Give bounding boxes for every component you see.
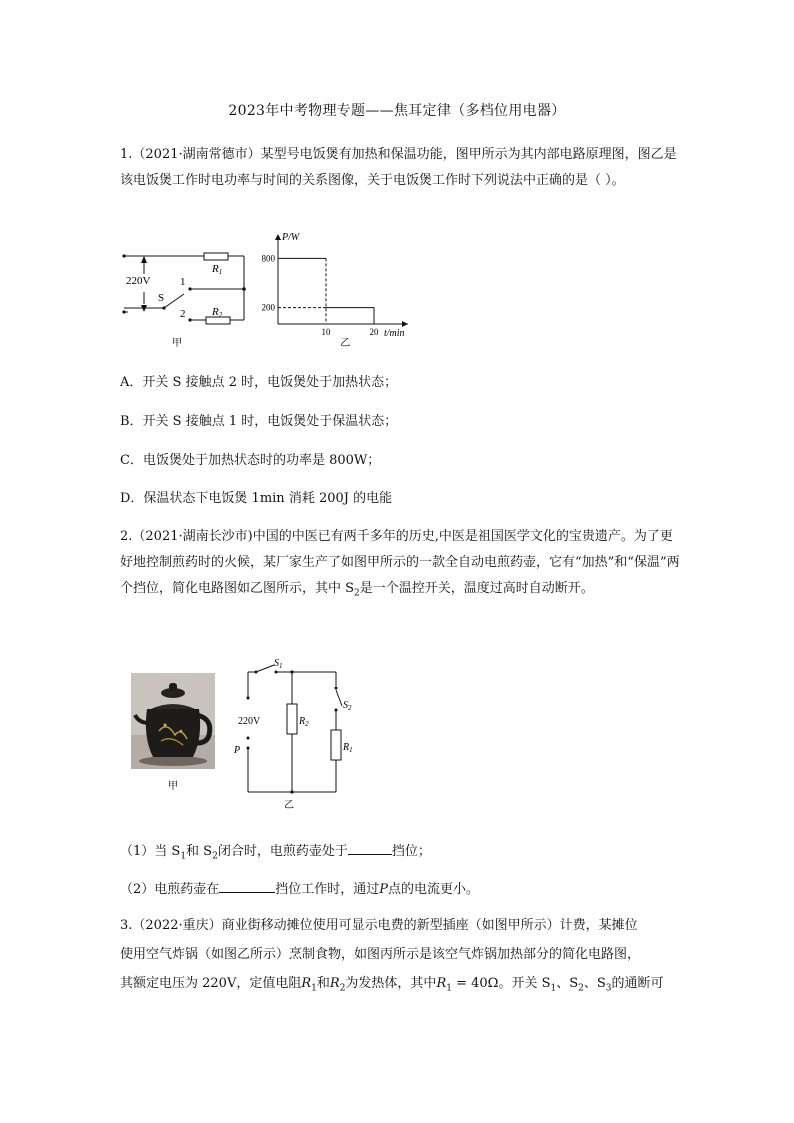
x-tick-label: 10 [321,327,331,337]
q2-s2-label: $S_2$ [343,700,352,712]
q2-circuit-diagram [228,652,368,812]
series-keeping-warm-line [326,308,374,324]
q1-r1-label: R1 [212,263,223,276]
page-title: 2023年中考物理专题——焦耳定律（多档位用电器） [228,103,566,119]
q1-option-a: A．开关 S 接触点 2 时，电饭煲处于加热状态； [120,375,398,390]
q1-r2-label: R2 [212,306,223,319]
q3-line-1: 3.（2022·重庆）商业街移动摊位使用可显示电费的新型插座（如图甲所示）计费，某摊位 [120,918,638,933]
q2-r2-resistor [287,704,297,734]
q1-option-d: D．保温状态下电饭煲 1min 消耗 200J 的电能 [120,491,393,506]
q1-circuit-diagram [118,238,258,350]
q1-contact2-label: 2 [180,308,186,320]
q2-stem: 2.（2021·湖南长沙市)中国的中医已有两千多年的历史,中医是祖国医学文化的宝贵遗产。为了更好地控制煎药时的火候，某厂家生产了如图甲所示的一款全自动电煎药壶，它有“加热”和“保温”两个挡位，简化电路图如乙图所示，其中 $S_2$是一个温控开关，温度过高时自动断开。 [120,529,680,599]
q2-photo-caption: 甲 [168,781,178,792]
q2-s2-blade [336,690,342,706]
q3-line-3: 其额定电压为 220V，定值电阻$R_1$和$R_2$为发热体，其中$R_1 = 40\Omega$。开关 $S_1$、$S_2$、$S_3$的通断可 [120,976,664,994]
q1-option-b: B．开关 S 接触点 1 时，电饭煲处于保温状态； [120,414,398,429]
y-tick-label: 200 [261,302,275,313]
chart-caption: 乙 [340,338,351,349]
y-axis-arrow [275,234,281,240]
q1-switch-blade [164,294,184,308]
q1-stem: 1.（2021·湖南常德市）某型号电饭煲有加热和保温功能，图甲所示为其内部电路原理图，图乙是该电饭煲工作时电功率与时间的关系图像，关于电饭煲工作时下列说法中正确的是（ ）。 [120,147,677,188]
q2-r2-label: $R_2$ [299,716,309,728]
y-tick-label: 800 [261,253,275,264]
y-axis-label: P/W [282,232,300,243]
q1-option-c: C．电饭煲处于加热状态时的功率是 800W； [120,453,381,468]
q2-sub-question-1: （1）当 $S_1$和 $S_2$闭合时，电煎药壶处于 挡位； [120,840,431,867]
q2-point-p-label: P [234,745,241,756]
q2-sub-question-2: （2）电煎药壶在 挡位工作时，通过P点的电流更小。 [120,878,479,900]
q1-circuit-caption: 甲 [172,338,182,349]
q1-contact1-label: 1 [180,276,186,288]
q2-r1-label: $R_1$ [343,742,353,754]
q1-r1-resistor [204,253,228,260]
q1-voltage-label: 220V [126,275,151,287]
q1-switch-label: S [158,292,165,304]
q2-s1-blade [256,665,274,672]
q2-answer-blank-1[interactable] [348,840,392,855]
x-tick-label: 20 [369,327,379,337]
x-axis-label: t/min [384,328,405,339]
q2-r1-resistor [331,730,341,760]
q2-circuit-caption: 乙 [284,800,294,811]
q2-voltage-label: 220V [238,716,261,727]
q1-power-time-chart [250,232,415,350]
x-axis-arrow [402,321,408,327]
q2-answer-blank-2[interactable] [219,878,275,893]
q2-kettle-photo [131,673,215,795]
q2-s1-label: $S_1$ [274,658,283,670]
q3-line-2: 使用空气炸锅（如图乙所示）烹制食物，如图丙所示是该空气炸锅加热部分的简化电路图， [120,947,641,962]
